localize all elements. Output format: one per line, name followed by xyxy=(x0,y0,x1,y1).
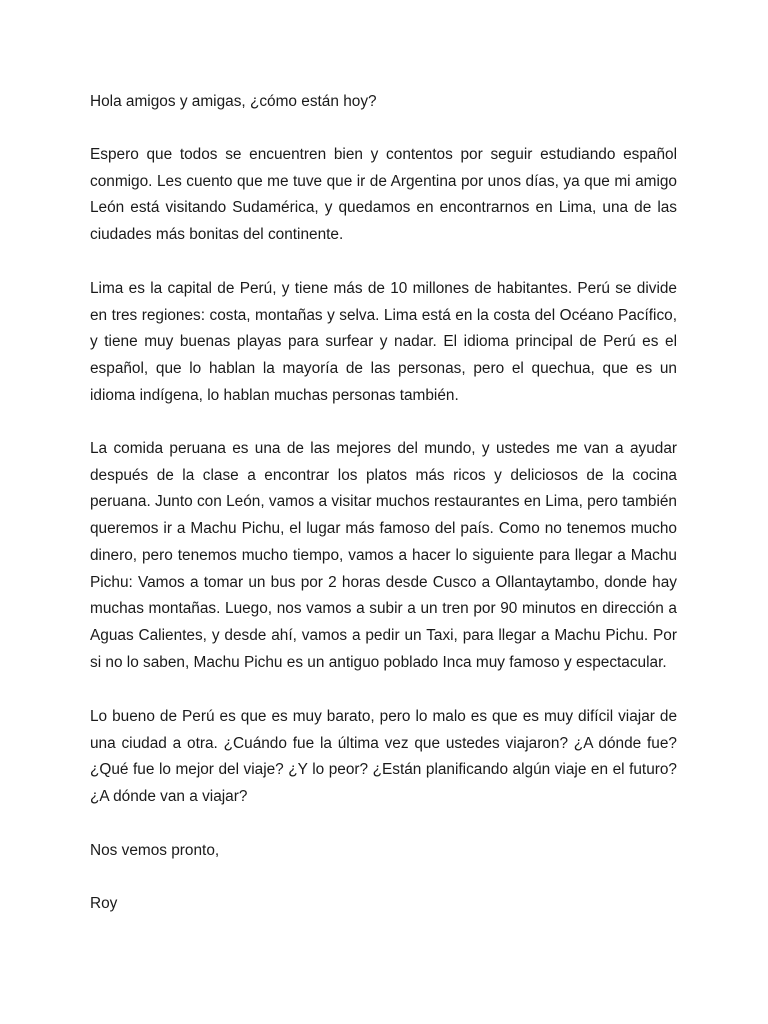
greeting-line: Hola amigos y amigas, ¿cómo están hoy? xyxy=(90,93,377,110)
paragraph-intro: Espero que todos se encuentren bien y contentos por seguir estudiando español conmigo. Les cuento que me tuve que ir de Argentina por unos días, ya que mi amigo León está visitando Sudamérica, y quedamos en encontrarnos en Lima, una de las ciudades más bonitas del continente. xyxy=(90,146,677,244)
closing-line: Nos vemos pronto, xyxy=(90,842,220,859)
paragraph-questions: Lo bueno de Perú es que es muy barato, pero lo malo es que es muy difícil viajar de una ciudad a otra. ¿Cuándo fue la última vez que ustedes viajaron? ¿A dónde fue? ¿Qué fue lo mejor del viaje? ¿Y lo peor? ¿Están planificando algún viaje en el futuro? ¿A dónde van a viajar? xyxy=(90,708,677,806)
paragraph-lima: Lima es la capital de Perú, y tiene más de 10 millones de habitantes. Perú se divide en tres regiones: costa, montañas y selva. Lima está en la costa del Océano Pacífico, y tiene muy buenas playas para surfear y nadar. El idioma principal de Perú es el español, que lo hablan la mayoría de las personas, pero el quechua, que es un idioma indígena, lo hablan muchas personas también. xyxy=(90,280,677,404)
signature: Roy xyxy=(90,895,118,912)
paragraph-food-travel: La comida peruana es una de las mejores del mundo, y ustedes me van a ayudar después de la clase a encontrar los platos más ricos y deliciosos de la cocina peruana. Junto con León, vamos a visitar muchos restaurantes en Lima, pero también queremos ir a Machu Pichu, el lugar más famoso del país. Como no tenemos mucho dinero, pero tenemos mucho tiempo, vamos a hacer lo siguiente para llegar a Machu Pichu: Vamos a tomar un bus por 2 horas desde Cusco a Ollantaytambo, donde hay muchas montañas. Luego, nos vamos a subir a un tren por 90 minutos en dirección a Aguas Calientes, y desde ahí, vamos a pedir un Taxi, para llegar a Machu Pichu. Por si no lo saben, Machu Pichu es un antiguo poblado Inca muy famoso y espectacular. xyxy=(90,440,677,671)
